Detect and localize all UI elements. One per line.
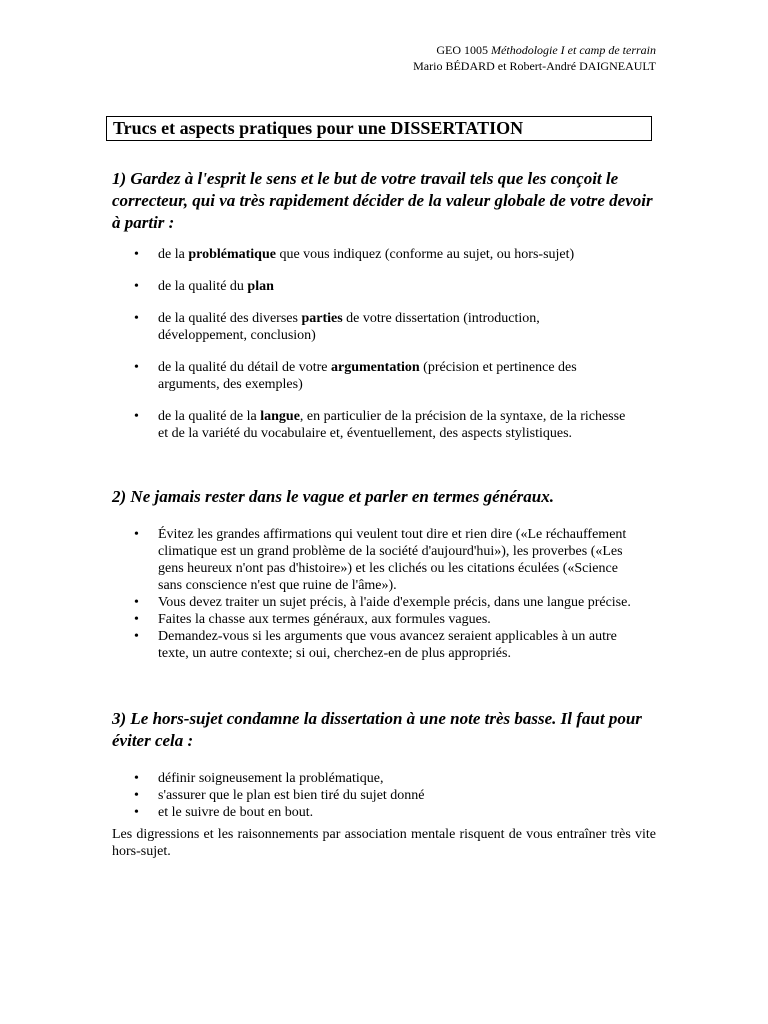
bullet: • <box>134 527 139 542</box>
page-header <box>413 42 656 74</box>
item-text: Vous devez traiter un sujet précis, à l'aide d'exemple précis, dans une langue précise. <box>158 595 631 610</box>
bullet: • <box>134 409 139 424</box>
item-text: , en particulier de la précision de la syntaxe, de la richesse et de la variété du vocabulaire et, éventuellement, des aspects stylistiques. <box>158 409 626 441</box>
item-keyword: plan <box>247 279 274 294</box>
course-title: Méthodologie I et camp de terrain <box>491 43 656 57</box>
list-item <box>112 359 632 393</box>
course-code: GEO 1005 <box>436 43 492 57</box>
bullet: • <box>134 279 139 294</box>
item-text: s'assurer que le plan est bien tiré du sujet donné <box>158 788 425 803</box>
list-item <box>112 804 632 821</box>
item-text: et le suivre de bout en bout. <box>158 805 314 820</box>
item-text: de la qualité du <box>158 279 248 294</box>
bullet: • <box>134 771 139 786</box>
item-text: de la qualité des diverses <box>158 311 302 326</box>
item-text: que vous indiquez (conforme au sujet, ou hors-sujet) <box>275 247 575 262</box>
section1-heading: 1) Gardez à l'esprit le sens et le but de votre travail tels que les conçoit le correcteur, qui va très rapidement décider de la valeur globale de votre devoir à partir : <box>112 169 653 232</box>
document-title: Trucs et aspects pratiques pour une DISSERTATION <box>106 116 652 141</box>
item-text: (précision et pertinence des arguments, des exemples) <box>158 360 577 392</box>
bullet: • <box>134 612 139 627</box>
item-keyword: langue <box>260 409 300 424</box>
item-text: de la qualité du détail de votre <box>158 360 331 375</box>
item-text: Faites la chasse aux termes généraux, aux formules vagues. <box>158 612 491 627</box>
section3-heading: 3) Le hors-sujet condamne la dissertation à une note très basse. Il faut pour éviter cela : <box>112 709 642 750</box>
item-text: de la <box>158 247 189 262</box>
closing-paragraph: Les digressions et les raisonnements par association mentale risquent de vous entraîner très vite hors-sujet. <box>112 827 656 859</box>
authors-line: Mario BÉDARD et Robert-André DAIGNEAULT <box>413 59 656 73</box>
list-item <box>112 278 632 295</box>
section2-heading: 2) Ne jamais rester dans le vague et parler en termes généraux. <box>112 487 554 506</box>
bullet: • <box>134 247 139 262</box>
list-item <box>112 594 632 611</box>
item-keyword: problématique <box>188 247 276 262</box>
item-text: définir soigneusement la problématique, <box>158 771 384 786</box>
bullet: • <box>134 788 139 803</box>
item-text: de votre dissertation (introduction, développement, conclusion) <box>158 311 540 343</box>
item-keyword: argumentation <box>331 360 420 375</box>
list-item <box>112 310 632 344</box>
section2-list <box>112 526 632 662</box>
item-text: de la qualité de la <box>158 409 261 424</box>
section1-list <box>112 246 632 457</box>
list-item <box>112 611 632 628</box>
item-text: Évitez les grandes affirmations qui veulent tout dire et rien dire («Le réchauffement climatique est un grand problème de la société d'aujourd'hui»), les proverbes («Les gens heureux n'ont pas d'histoire») et les clichés ou les citations éculées («Science sans conscience n'est que ruine de l'âme»). <box>158 527 627 593</box>
list-item <box>112 787 632 804</box>
list-item <box>112 408 632 442</box>
item-keyword: parties <box>301 311 343 326</box>
list-item <box>112 246 632 263</box>
section3-list <box>112 770 632 821</box>
list-item <box>112 770 632 787</box>
bullet: • <box>134 805 139 820</box>
bullet: • <box>134 595 139 610</box>
list-item <box>112 526 632 594</box>
bullet: • <box>134 360 139 375</box>
bullet: • <box>134 629 139 644</box>
course-line <box>413 42 656 58</box>
bullet: • <box>134 311 139 326</box>
item-text: Demandez-vous si les arguments que vous avancez seraient applicables à un autre texte, un autre contexte; si oui, cherchez-en de plus appropriés. <box>158 629 617 661</box>
list-item <box>112 628 632 662</box>
